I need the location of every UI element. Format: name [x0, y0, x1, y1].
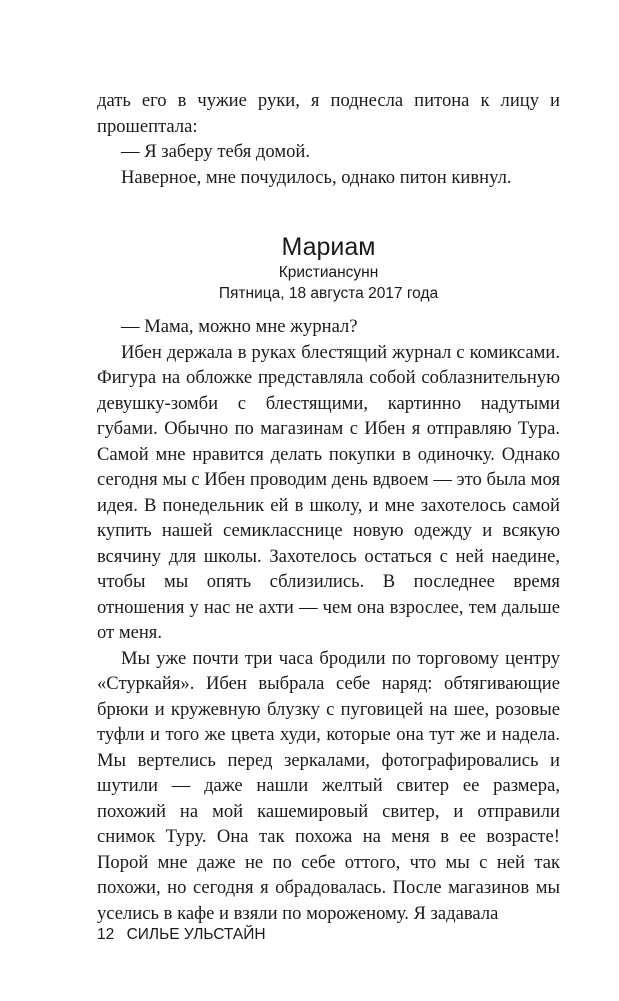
- running-author: СИЛЬЕ УЛЬСТАЙН: [126, 926, 266, 943]
- chapter-place-date: [97, 262, 560, 304]
- paragraph: Ибен держала в руках блестящий журнал с комиксами. Фигура на обложке представляла собой соблазнительную девушку-зомби с блестящими, картинно надутыми губами. Обычно по магазинам с Ибен я отправляю Тура. Самой мне нравится делать покупки в одиночку. Однако сегодня мы с Ибен проводим день вдвоем — это была моя идея. В понедельник ей в школу, и мне захотелось самой купить нашей семикласснице новую одежду и всякую всячину для школы. Захотелось остаться с ней наедине, чтобы мы опять сблизились. В последнее время отношения у нас не ахти — чем она взрослее, тем дальше от меня.: [97, 341, 560, 643]
- paragraph-dialogue: — Мама, можно мне журнал?: [121, 316, 358, 337]
- paragraph: Наверное, мне почудилось, однако питон кивнул.: [121, 166, 512, 188]
- paragraph-dialogue: — Я заберу тебя домой.: [121, 141, 310, 162]
- chapter-place: Кристиансунн: [278, 264, 379, 281]
- chapter-body: [97, 314, 560, 926]
- chapter-date: Пятница, 18 августа 2017 года: [218, 285, 439, 302]
- page-footer: [97, 925, 266, 945]
- top-text: [97, 88, 560, 190]
- paragraph: Мы уже почти три часа бродили по торговому центру «Стуркайя». Ибен выбрала себе наряд: обтягивающие брюки и кружевную блузку с пуговицей на шее, розовые туфли и того же цвета худи, которые она тут же и надела. Мы вертелись перед зеркалами, фотографировались и шутили — даже нашли желтый свитер ее размера, похожий на мой кашемировый свитер, и отправили снимок Туру. Она так похожа на меня в ее возрасте! Порой мне даже не по себе оттого, что мы с ней так похожи, но сегодня я обрадовалась. После магазинов мы уселись в кафе и взяли по мороженому. Я задавала: [97, 647, 560, 924]
- chapter-title: Мариам: [281, 233, 376, 261]
- page-number: 12: [97, 926, 115, 943]
- paragraph-continuation: дать его в чужие руки, я поднесла питона к лицу и прошептала:: [97, 90, 560, 137]
